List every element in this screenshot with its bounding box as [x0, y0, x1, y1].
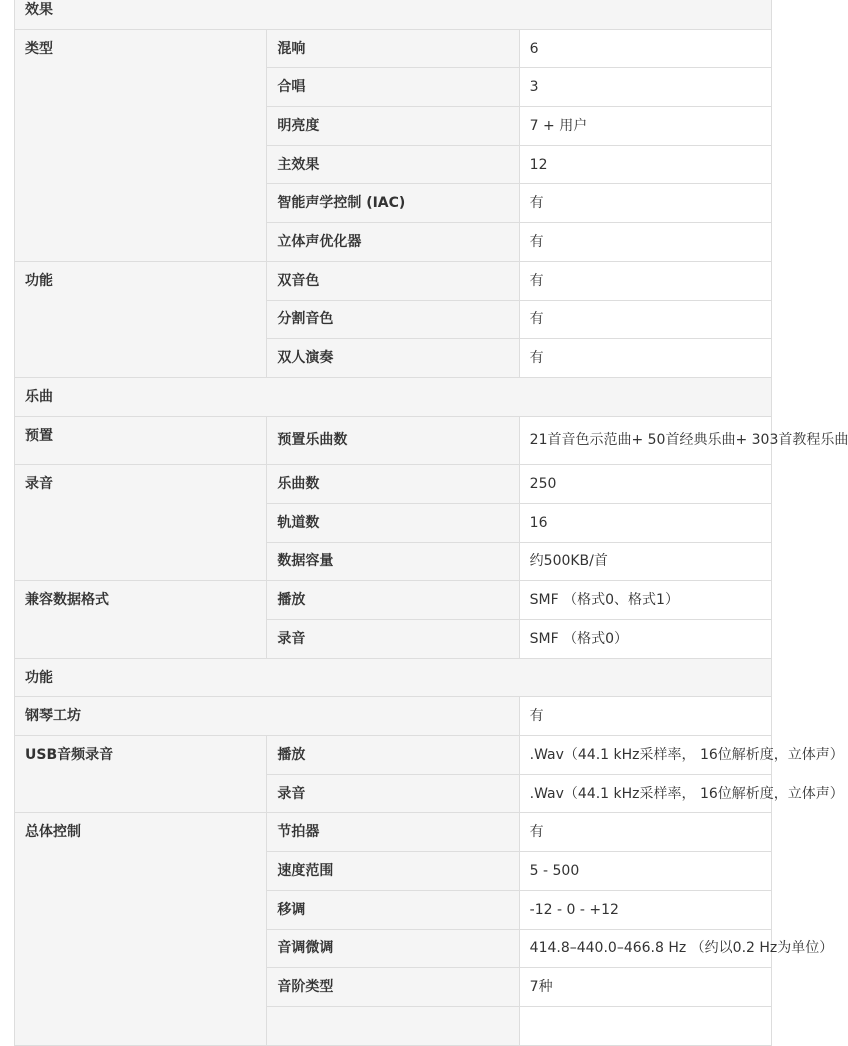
row-label: 轨道数 [267, 503, 519, 542]
row-value: 250 [519, 465, 771, 504]
row-label: 乐曲数 [267, 465, 519, 504]
group-usb-audio-recorder: USB音频录音 [15, 736, 267, 813]
row-value: 有 [519, 813, 771, 852]
group-type: 类型 [15, 29, 267, 261]
table-row [15, 465, 772, 504]
row-value: 约500KB/首 [519, 542, 771, 581]
row-label: 音调微调 [267, 929, 519, 968]
section-functions: 功能 [15, 658, 772, 697]
row-label: 录音 [267, 774, 519, 813]
row-label: 预置乐曲数 [267, 416, 519, 465]
row-value: 7种 [519, 968, 771, 1007]
row-label: 分割音色 [267, 300, 519, 339]
row-label: 合唱 [267, 68, 519, 107]
table-row [15, 261, 772, 300]
section-songs: 乐曲 [15, 377, 772, 416]
row-label: 智能声学控制 (IAC) [267, 184, 519, 223]
group-compatible-formats: 兼容数据格式 [15, 581, 267, 658]
table-row [15, 416, 772, 465]
row-value: 有 [519, 697, 771, 736]
section-effects: 效果 [15, 0, 772, 29]
table-row [15, 29, 772, 68]
row-label: 音阶类型 [267, 968, 519, 1007]
row-value: 有 [519, 339, 771, 378]
row-value: 6 [519, 29, 771, 68]
row-label-empty [267, 1006, 519, 1045]
row-value: -12 - 0 - +12 [519, 890, 771, 929]
row-value: 21首音色示范曲+ 50首经典乐曲+ 303首教程乐曲 [519, 416, 771, 465]
row-label: 录音 [267, 620, 519, 659]
row-value: 12 [519, 145, 771, 184]
row-label: 双音色 [267, 261, 519, 300]
row-value-empty [519, 1006, 771, 1045]
section-header [15, 658, 772, 697]
section-header [15, 377, 772, 416]
row-value: 7 + 用户 [519, 107, 771, 146]
row-label: 播放 [267, 736, 519, 775]
group-preset: 预置 [15, 416, 267, 465]
row-value: 3 [519, 68, 771, 107]
row-value: SMF （格式0） [519, 620, 771, 659]
group-overall-control: 总体控制 [15, 813, 267, 1045]
row-label: 明亮度 [267, 107, 519, 146]
row-label: 立体声优化器 [267, 223, 519, 262]
row-value: 有 [519, 223, 771, 262]
table-row [15, 697, 772, 736]
row-value: .Wav（44.1 kHz采样率， 16位解析度，立体声） [519, 736, 771, 775]
row-label: 播放 [267, 581, 519, 620]
table-row [15, 581, 772, 620]
row-value: 16 [519, 503, 771, 542]
spec-table [14, 0, 848, 1046]
table-row [15, 736, 772, 775]
group-function: 功能 [15, 261, 267, 377]
row-value: .Wav（44.1 kHz采样率， 16位解析度，立体声） [519, 774, 771, 813]
group-piano-room: 钢琴工坊 [15, 697, 520, 736]
row-label: 数据容量 [267, 542, 519, 581]
row-value: 414.8–440.0–466.8 Hz （约以0.2 Hz为单位） [519, 929, 771, 968]
section-header [15, 0, 772, 29]
row-value: 5 - 500 [519, 852, 771, 891]
group-recording: 录音 [15, 465, 267, 581]
row-label: 移调 [267, 890, 519, 929]
row-label: 混响 [267, 29, 519, 68]
row-value: 有 [519, 261, 771, 300]
row-value: 有 [519, 300, 771, 339]
row-label: 节拍器 [267, 813, 519, 852]
table-row [15, 813, 772, 852]
row-label: 主效果 [267, 145, 519, 184]
row-value: SMF （格式0、格式1） [519, 581, 771, 620]
row-label: 双人演奏 [267, 339, 519, 378]
row-value: 有 [519, 184, 771, 223]
row-label: 速度范围 [267, 852, 519, 891]
